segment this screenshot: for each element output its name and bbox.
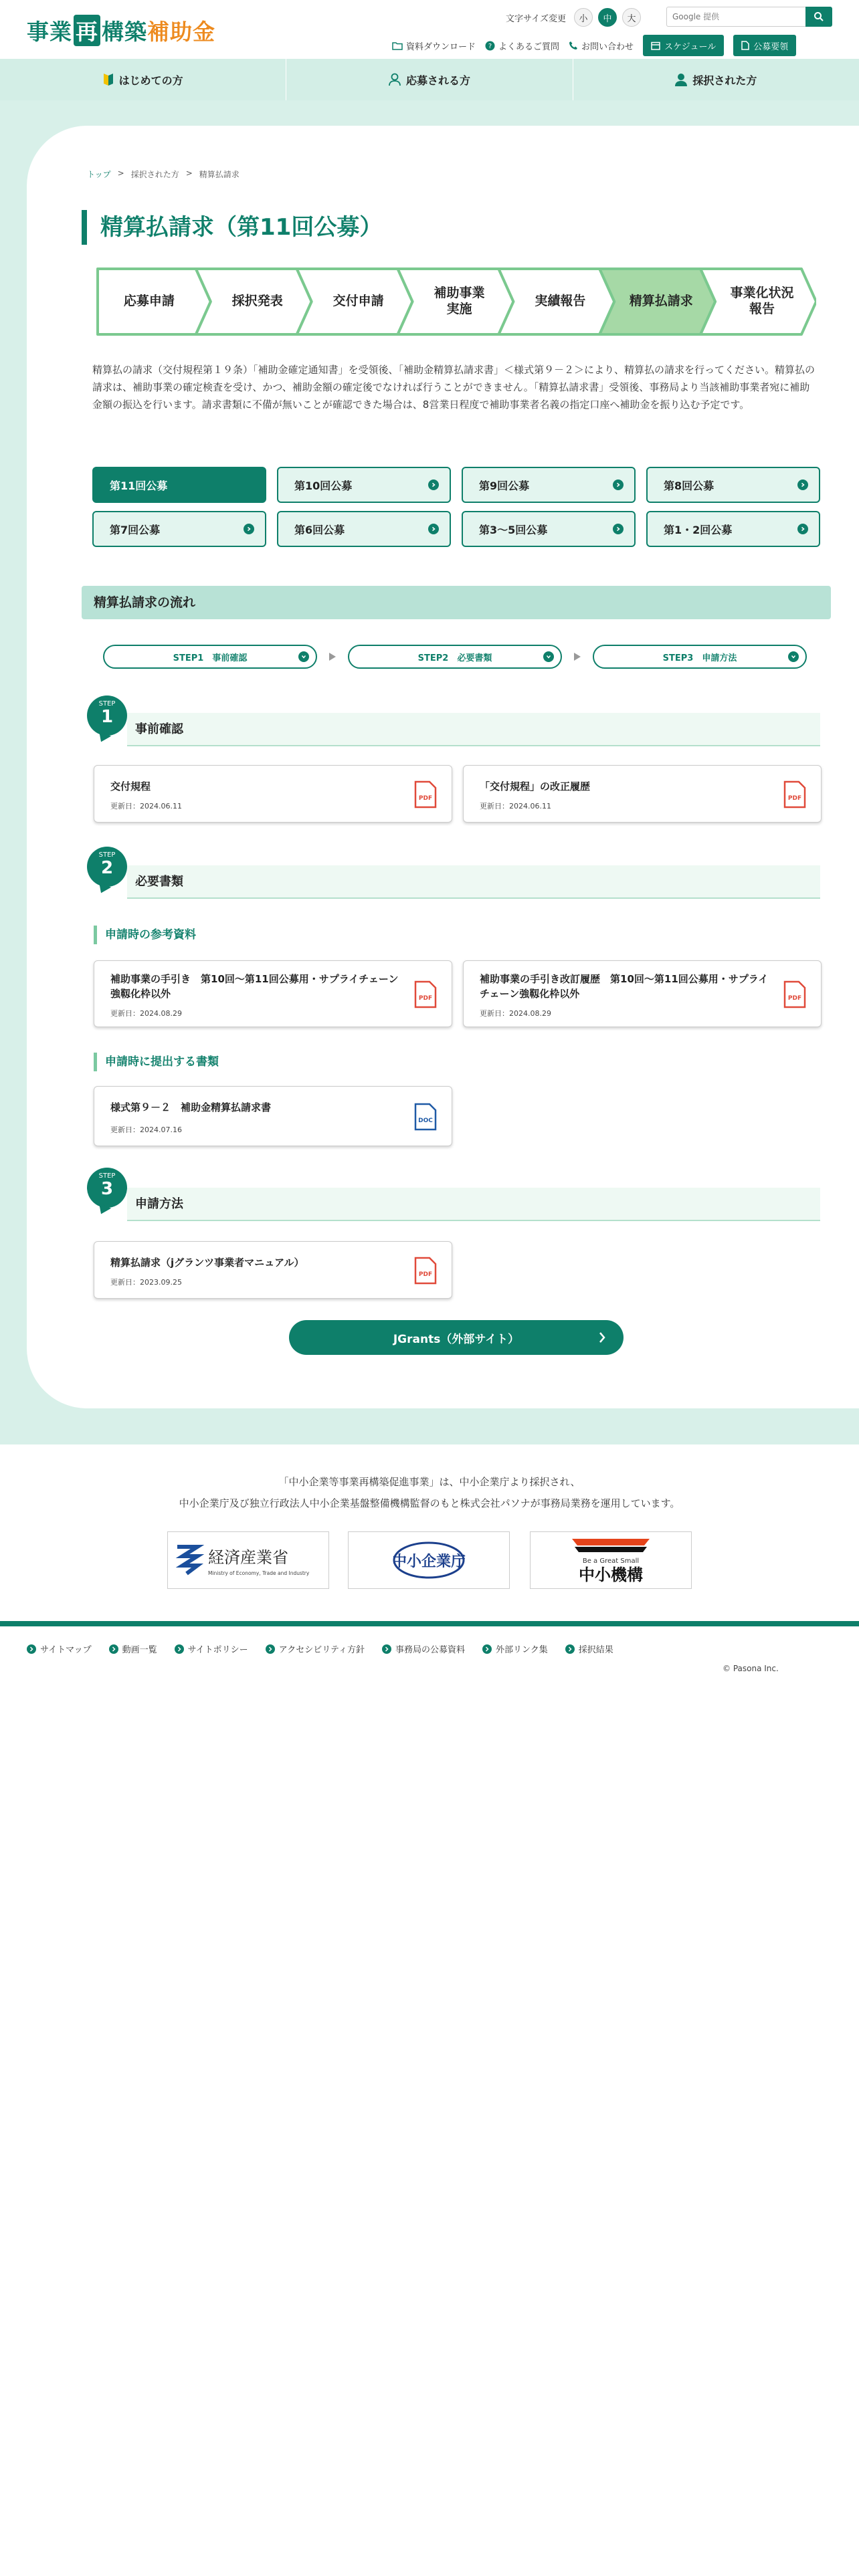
document-date: 更新日：2024.06.11 — [110, 802, 182, 811]
chevron-right-icon — [613, 524, 624, 534]
step-anchor-nav — [103, 645, 812, 669]
round-tab-10[interactable] — [277, 467, 451, 503]
search-icon — [814, 11, 824, 22]
breadcrumb-home[interactable]: トップ — [87, 170, 111, 179]
chevron-right-icon — [109, 1644, 118, 1654]
step-badge-label: STEP — [98, 700, 116, 708]
phone-icon — [569, 41, 578, 50]
footer-links — [27, 1642, 613, 1655]
document-card[interactable] — [94, 1241, 452, 1299]
guidelines-button-label: 公募要領 — [753, 41, 789, 52]
pdf-icon — [783, 980, 806, 1008]
document-title: 補助事業の手引き 第10回〜第11回公募用・サプライチェーン強靱化枠以外 — [110, 973, 399, 1000]
round-tabs — [92, 467, 820, 547]
round-tab-label: 第9回公募 — [479, 479, 530, 492]
chevron-right-icon — [244, 524, 254, 534]
chevron-right-icon — [482, 1644, 492, 1654]
svg-text:Ministry of Economy, Trade and: Ministry of Economy, Trade and Industry — [208, 1570, 310, 1576]
footer-link-external[interactable]: 外部リンク集 — [482, 1642, 548, 1655]
round-tab-8[interactable] — [646, 467, 820, 503]
chevron-right-icon — [266, 1644, 275, 1654]
chevron-right-icon — [175, 1644, 184, 1654]
person-icon — [675, 73, 687, 86]
font-size-switcher — [506, 8, 641, 27]
step-number: 2 — [100, 858, 114, 878]
document-card[interactable] — [94, 1086, 452, 1146]
document-date: 更新日：2024.08.29 — [110, 1009, 182, 1018]
chevron-right-icon — [27, 1644, 36, 1654]
document-card[interactable] — [94, 960, 452, 1027]
breadcrumb-current: 精算払請求 — [199, 170, 240, 179]
pdf-icon — [783, 780, 806, 809]
svg-text:経済産業省: 経済産業省 — [208, 1548, 288, 1567]
pdf-icon — [414, 1257, 437, 1285]
calendar-icon — [651, 41, 660, 50]
document-title: 交付規程 — [110, 780, 151, 792]
schedule-button[interactable] — [643, 35, 724, 56]
round-tab-label: 第7回公募 — [110, 523, 161, 536]
pdf-icon — [414, 780, 437, 809]
nav-applicants[interactable] — [286, 59, 573, 100]
footer-link-videos[interactable]: 動画一覧 — [109, 1642, 157, 1655]
document-title: 補助事業の手引き改訂履歴 第10回〜第11回公募用・サプライチェーン強靱化枠以外 — [480, 973, 769, 1000]
subheading-reference-docs: 申請時の参考資料 — [94, 926, 196, 944]
flow-step-label: 補助事業 実施 — [434, 286, 485, 316]
page-description: 精算払の請求（交付規程第１９条）「補助金確定通知書」を受領後、「補助金精算払請求書」＜様式第９－２＞により、精算払の請求を行ってください。精算払の請求は、補助事業の確定検査を受け、かつ、補助金額の確定後でなければ行うことができません。「精算払請求書」受領後、事務局より当該補助事業者宛に補助金額の振込を行います。請求書類に不備が無いことが確認できた場合は、8営業日程度で補助事業者名義の指定口座へ補助金を振り込む予定です。 — [92, 364, 816, 411]
nav-adopted-label: 採択された方 — [692, 74, 757, 87]
step3-anchor-link[interactable] — [593, 645, 807, 669]
flow-step-label: 応募申請 — [123, 294, 175, 309]
doc-icon — [414, 1103, 437, 1131]
faq-link-label: よくあるご質問 — [498, 41, 560, 52]
global-nav — [0, 59, 859, 100]
svg-text:中小機構: 中小機構 — [579, 1566, 643, 1584]
document-date: 更新日：2024.08.29 — [480, 1009, 551, 1018]
footer-link-office-docs[interactable]: 事務局の公募資料 — [382, 1642, 465, 1655]
font-size-medium-button[interactable]: 中 — [598, 8, 617, 27]
search-input[interactable] — [666, 7, 805, 27]
chevron-right-icon — [382, 1644, 391, 1654]
nav-applicants-label: 応募される方 — [405, 74, 470, 87]
flow-step-label: 事業化状況 報告 — [730, 286, 794, 316]
step3-anchor-label: STEP3 申請方法 — [662, 653, 737, 663]
flow-step-label: 実績報告 — [535, 294, 586, 309]
footer-statement-line2: 中小企業庁及び独立行政法人中小企業基盤整備機構監督のもと株式会社パソナが事務局業務を運用しています。 — [179, 1497, 680, 1509]
nav-adopted[interactable] — [573, 59, 859, 100]
document-date: 更新日：2023.09.25 — [110, 1278, 182, 1287]
step2-anchor-link[interactable] — [348, 645, 562, 669]
copyright: © Pasona Inc. — [723, 1664, 779, 1673]
chevron-down-icon — [543, 651, 554, 662]
document-date: 更新日：2024.06.11 — [480, 802, 551, 811]
process-flow — [95, 266, 816, 337]
document-title: 「交付規程」の改正履歴 — [480, 780, 591, 792]
footer-statement — [0, 1471, 859, 1514]
round-tab-label: 第6回公募 — [294, 523, 345, 536]
step1-anchor-label: STEP1 事前確認 — [173, 653, 248, 663]
chevron-right-icon — [565, 1644, 575, 1654]
smrj-logo[interactable] — [530, 1531, 692, 1589]
flow-step-label: 精算払請求 — [629, 294, 693, 309]
guidelines-button[interactable] — [733, 35, 796, 56]
chevron-right-icon — [797, 479, 808, 490]
step-badge-label: STEP — [98, 851, 116, 859]
page-title: 精算払請求（第11回公募） — [82, 210, 382, 245]
person-outline-icon — [389, 73, 401, 86]
sme-agency-logo[interactable] — [348, 1531, 510, 1589]
beginner-mark-icon — [103, 73, 114, 86]
section-heading: 精算払請求の流れ — [82, 586, 831, 619]
nav-beginners-label: はじめての方 — [118, 74, 183, 87]
chevron-right-icon — [428, 479, 439, 490]
flow-step-label: 採択発表 — [231, 294, 283, 309]
pdf-icon — [414, 980, 437, 1008]
document-title: 精算払請求（jグランツ事業者マニュアル） — [110, 1257, 304, 1269]
footer-statement-line1: 「中小企業等事業再構築促進事業」は、中小企業庁より採択され、 — [278, 1476, 581, 1488]
breadcrumb-separator: > — [185, 169, 193, 178]
contact-link[interactable] — [569, 39, 634, 52]
meti-logo-graphic — [168, 1532, 328, 1588]
arrow-right-icon — [317, 653, 348, 661]
jgrants-button[interactable] — [289, 1320, 624, 1355]
step3-heading: 申請方法 — [127, 1188, 820, 1221]
svg-text:PDF: PDF — [418, 795, 433, 802]
downloads-link-label: 資料ダウンロード — [406, 41, 476, 52]
document-title: 様式第９－２ 補助金精算払請求書 — [110, 1101, 272, 1113]
svg-text:DOC: DOC — [418, 1117, 433, 1124]
site-header — [0, 0, 859, 59]
document-card[interactable] — [94, 765, 452, 823]
svg-text:PDF: PDF — [418, 995, 433, 1002]
nav-beginners[interactable] — [0, 59, 286, 100]
step-number: 1 — [100, 707, 114, 727]
round-tab-6[interactable] — [277, 511, 451, 547]
chevron-right-icon — [613, 479, 624, 490]
svg-text:PDF: PDF — [787, 795, 802, 802]
meti-logo[interactable] — [167, 1531, 329, 1589]
contact-link-label: お問い合わせ — [581, 41, 634, 52]
breadcrumb — [87, 169, 240, 180]
breadcrumb-parent[interactable]: 採択された方 — [130, 170, 179, 179]
footer-link-accessibility[interactable]: アクセシビリティ方針 — [266, 1642, 365, 1655]
chevron-right-icon — [797, 524, 808, 534]
folder-icon — [392, 41, 403, 50]
round-tab-label: 第1・2回公募 — [664, 523, 733, 536]
step2-heading: 必要書類 — [127, 865, 820, 899]
step2-anchor-label: STEP2 必要書類 — [417, 653, 492, 663]
search-button[interactable] — [805, 7, 832, 27]
svg-text:PDF: PDF — [787, 995, 802, 1002]
font-size-large-button[interactable]: 大 — [622, 8, 641, 27]
svg-text:Be a Great Small: Be a Great Small — [582, 1558, 640, 1565]
utility-links — [392, 35, 796, 56]
font-size-label: 文字サイズ変更 — [506, 13, 566, 24]
round-tab-label: 第3〜5回公募 — [479, 523, 548, 536]
breadcrumb-separator: > — [117, 169, 124, 178]
round-tab-label: 第10回公募 — [294, 479, 353, 492]
site-logo[interactable]: 事業 再 構築補助金 — [27, 15, 215, 46]
footer-link-policy[interactable]: サイトポリシー — [175, 1642, 248, 1655]
round-tab-1-2[interactable] — [646, 511, 820, 547]
round-tab-label: 第8回公募 — [664, 479, 714, 492]
round-tab-7[interactable] — [92, 511, 266, 547]
chevron-down-icon — [298, 651, 309, 662]
arrow-right-icon — [562, 653, 593, 661]
step2-badge — [87, 847, 127, 887]
step3-badge — [87, 1168, 127, 1208]
step-badge-label: STEP — [98, 1172, 116, 1180]
font-size-small-button[interactable]: 小 — [574, 8, 593, 27]
jgrants-button-label: JGrants（外部サイト） — [393, 1332, 520, 1346]
round-tab-3-5[interactable] — [462, 511, 636, 547]
svg-text:中小企業庁: 中小企業庁 — [391, 1553, 466, 1570]
chevron-right-icon — [598, 1331, 606, 1344]
step1-heading: 事前確認 — [127, 713, 820, 746]
round-tab-label: 第11回公募 — [110, 479, 168, 492]
flow-step-label: 交付申請 — [332, 294, 384, 309]
footer-link-sitemap[interactable]: サイトマップ — [27, 1642, 92, 1655]
chevron-right-icon — [428, 524, 439, 534]
svg-text:PDF: PDF — [418, 1271, 433, 1278]
round-tab-11[interactable] — [92, 467, 266, 503]
step1-anchor-link[interactable] — [103, 645, 317, 669]
smrj-logo-graphic — [531, 1532, 691, 1588]
document-date: 更新日：2024.07.16 — [110, 1125, 182, 1134]
chevron-down-icon — [788, 651, 799, 662]
step1-badge — [87, 695, 127, 736]
document-icon — [741, 41, 749, 50]
subheading-submission-docs: 申請時に提出する書類 — [94, 1053, 219, 1071]
faq-link[interactable] — [485, 39, 559, 52]
svg-text:?: ? — [488, 42, 492, 50]
schedule-button-label: スケジュール — [664, 41, 717, 52]
footer-divider — [0, 1621, 859, 1626]
site-search — [666, 7, 832, 27]
round-tab-9[interactable] — [462, 467, 636, 503]
footer-link-results[interactable]: 採択結果 — [565, 1642, 613, 1655]
document-card[interactable] — [463, 960, 822, 1027]
downloads-link[interactable] — [392, 39, 476, 52]
question-icon — [485, 41, 495, 51]
step-number: 3 — [100, 1179, 114, 1199]
document-card[interactable] — [463, 765, 822, 823]
sme-agency-logo-graphic — [349, 1532, 509, 1588]
